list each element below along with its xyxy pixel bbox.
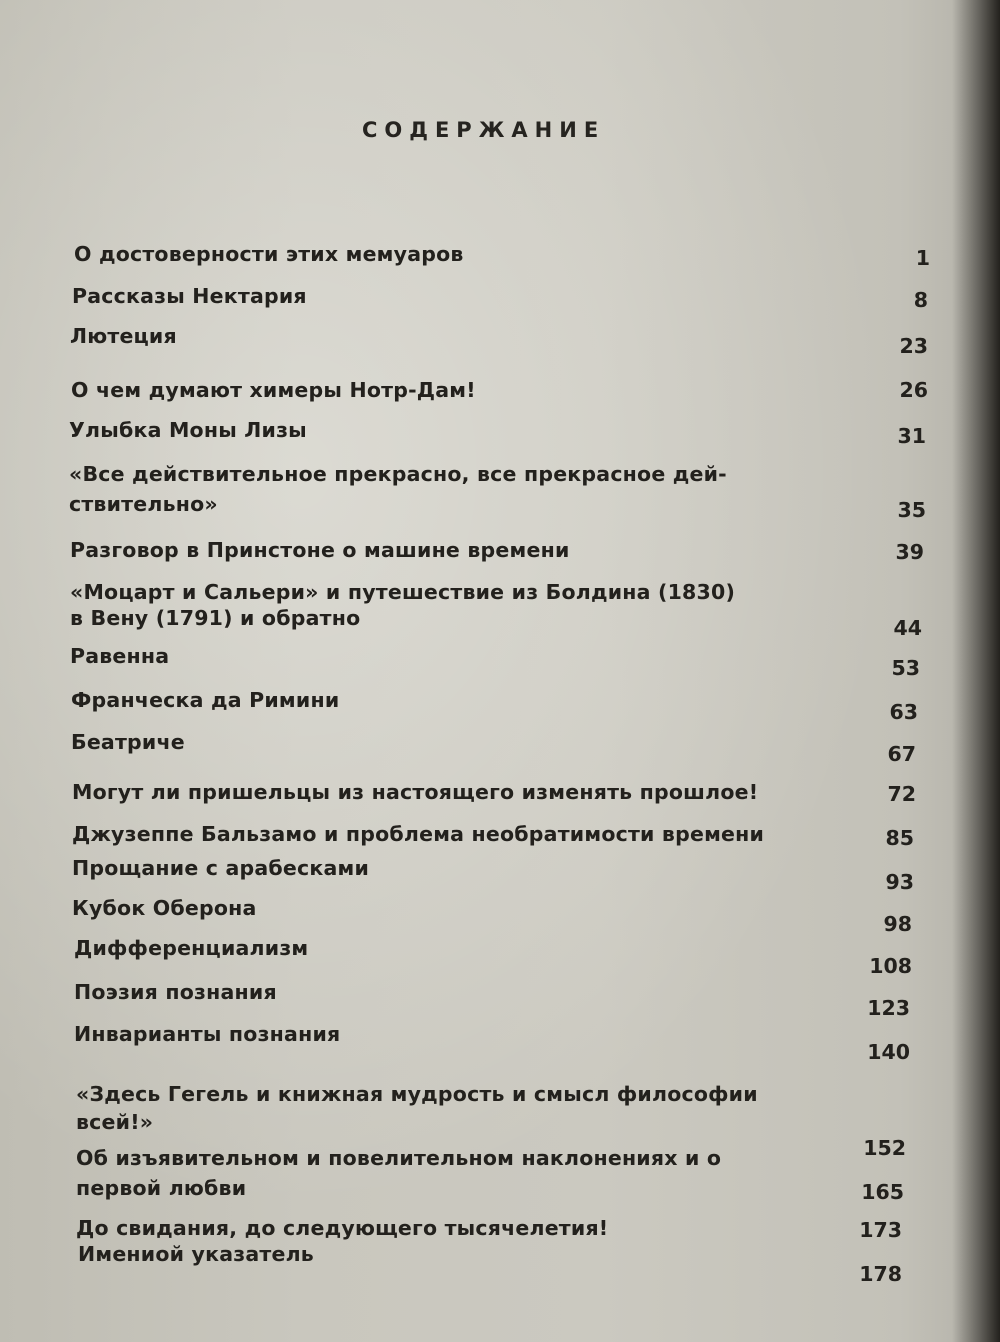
toc-entry-page-number: 53 — [891, 656, 920, 680]
toc-entry-title: Кубок Оберона — [72, 896, 257, 920]
toc-entry-title: «Моцарт и Сальери» и путешествие из Болдина (1830) — [70, 580, 736, 604]
toc-entry-title: Могут ли пришельцы из настоящего изменять прошлое! — [72, 780, 759, 804]
toc-entry-page-number: 67 — [887, 742, 916, 766]
toc-entry-title: До свидания, до следующего тысячелетия! — [76, 1216, 609, 1240]
toc-entry-page-number: 26 — [899, 378, 928, 402]
toc-entry-title: О достоверности этих мемуаров — [74, 242, 464, 266]
toc-entry-page-number: 31 — [897, 424, 926, 448]
toc-entry-title: Равенна — [70, 644, 170, 668]
toc-entry-page-number: 140 — [867, 1040, 910, 1064]
toc-entry-page-number: 178 — [859, 1262, 902, 1286]
toc-entry-title: «Все действительное прекрасно, все прекрасное дей- — [69, 462, 727, 486]
toc-entry-title: Имениой указатель — [78, 1242, 314, 1266]
toc-entry-page-number: 8 — [913, 288, 928, 312]
toc-entry-page-number: 173 — [859, 1218, 902, 1242]
toc-entry-page-number: 39 — [895, 540, 924, 564]
toc-entry-title: в Вену (1791) и обратно — [70, 606, 361, 630]
toc-entry-page-number: 63 — [889, 700, 918, 724]
toc-entry-page-number: 123 — [867, 996, 910, 1020]
toc-entry-page-number: 93 — [885, 870, 914, 894]
toc-entry-title: Рассказы Нектария — [72, 284, 307, 308]
toc-entry-page-number: 35 — [897, 498, 926, 522]
toc-entry-title: ствительно» — [69, 492, 218, 516]
toc-entry-page-number: 108 — [869, 954, 912, 978]
toc-entry-title: О чем думают химеры Нотр-Дам! — [71, 378, 476, 402]
toc-entry-title: первой любви — [76, 1176, 247, 1200]
toc-entry-page-number: 72 — [887, 782, 916, 806]
toc-entry-title: Джузеппе Бальзамо и проблема необратимости времени — [72, 822, 765, 846]
toc-entry-title: «Здесь Гегель и книжная мудрость и смысл философии — [76, 1082, 758, 1106]
toc-entry-page-number: 23 — [899, 334, 928, 358]
toc-entry-title: Инварианты познания — [74, 1022, 341, 1046]
toc-entry-title: Об изъявительном и повелительном наклонениях и о — [76, 1146, 722, 1170]
toc-entry-title: Улыбка Моны Лизы — [69, 418, 307, 442]
toc-entry-page-number: 1 — [915, 246, 930, 270]
toc-entry-page-number: 165 — [861, 1180, 904, 1204]
toc-entry-title: Разговор в Принстоне о машине времени — [70, 538, 570, 562]
toc-entry-page-number: 98 — [883, 912, 912, 936]
toc-entry-page-number: 85 — [885, 826, 914, 850]
toc-entry-title: Поэзия познания — [74, 980, 277, 1004]
toc-entry-title: Дифференциализм — [74, 936, 309, 960]
toc-heading: СОДЕРЖАНИЕ — [362, 118, 606, 142]
toc-entry-title: всей!» — [76, 1110, 154, 1134]
toc-entry-page-number: 44 — [893, 616, 922, 640]
toc-entry-title: Лютеция — [70, 324, 177, 348]
toc-entry-title: Прощание с арабесками — [72, 856, 370, 880]
toc-entry-page-number: 152 — [863, 1136, 906, 1160]
toc-entry-title: Франческа да Римини — [71, 688, 340, 712]
toc-entry-title: Беатриче — [71, 730, 185, 754]
